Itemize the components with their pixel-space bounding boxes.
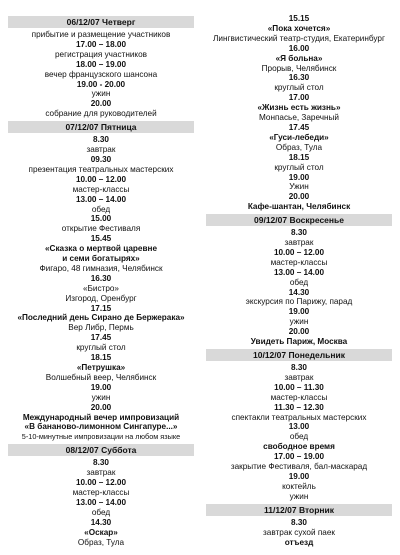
schedule-line: мастер-классы: [72, 184, 130, 194]
schedule-line: круглый стол: [76, 343, 126, 353]
schedule-line: 14.30: [288, 287, 310, 297]
schedule-line: 20.00: [288, 192, 310, 202]
schedule-line: «Сказка о мертвой царевне: [44, 244, 157, 254]
schedule-line: 09.30: [90, 154, 112, 164]
schedule-line: Увидеть Париж, Москва: [250, 337, 348, 347]
schedule-line: 19.00 - 20.00: [76, 79, 126, 89]
schedule-line: 19.00: [90, 382, 112, 392]
schedule-line: 19.00: [288, 471, 310, 481]
schedule-line: 16.30: [288, 73, 310, 83]
schedule-line: Вер Либр, Пермь: [68, 323, 134, 333]
schedule-line: «Жизнь есть жизнь»: [257, 103, 341, 113]
schedule-line: 13.00: [288, 422, 310, 432]
schedule-line: 8.30: [93, 458, 109, 468]
day-header: 10/12/07 Понедельник: [206, 349, 392, 361]
schedule-line: завтрак: [86, 468, 116, 478]
schedule-line: 14.30: [90, 517, 112, 527]
schedule-line: свободное время: [263, 442, 335, 452]
schedule-line: Лингвистический театр-студия, Екатеринбург: [213, 33, 385, 43]
schedule-line: Монпасье, Заречный: [258, 113, 340, 123]
schedule-line: регистрация участников: [54, 49, 148, 59]
schedule-line: 13.00 – 14.00: [75, 194, 127, 204]
schedule-line: круглый стол: [274, 83, 324, 93]
schedule-line: Изгород, Оренбург: [65, 293, 137, 303]
schedule-line: 18.00 – 19.00: [75, 59, 127, 69]
schedule-line: Кафе-шантан, Челябинск: [247, 202, 351, 212]
schedule-line: «Последний день Сирано де Бержерака»: [17, 313, 185, 323]
schedule-line: завтрак: [284, 238, 314, 248]
schedule-line: прибытие и размещение участников: [31, 30, 171, 39]
schedule-line: «Оскар»: [84, 527, 118, 537]
schedule-line: обед: [289, 432, 309, 442]
schedule-line: круглый стол: [274, 162, 324, 172]
schedule-line: спектакли театральных мастерских: [231, 412, 367, 422]
schedule-line: «В бананово-лимонном Сингапуре...»: [24, 422, 178, 432]
schedule-line: мастер-классы: [72, 487, 130, 497]
schedule-line: Международный вечер импровизаций: [22, 412, 180, 422]
day-header: 11/12/07 Вторник: [206, 504, 392, 516]
schedule-line: 20.00: [90, 99, 112, 109]
schedule-line: завтрак: [284, 372, 314, 382]
schedule-line: обед: [289, 277, 309, 287]
schedule-line: экскурсия по Парижу, парад: [245, 297, 353, 307]
schedule-line: Образ, Тула: [77, 537, 125, 547]
schedule-line: коктейль: [282, 481, 316, 491]
schedule-line: 20.00: [288, 327, 310, 337]
schedule-line: 5-10-минутные импровизации на любом языке: [21, 432, 181, 442]
schedule-line: 13.00 – 14.00: [273, 267, 325, 277]
schedule-line: 17.00 – 19.00: [273, 452, 325, 462]
day-header: 06/12/07 Четверг: [8, 16, 194, 28]
schedule-line: 15.15: [288, 14, 310, 23]
schedule-line: 8.30: [291, 228, 307, 238]
schedule-line: Волшебный веер, Челябинск: [45, 372, 157, 382]
schedule-line: ужин: [289, 317, 309, 327]
schedule-column-right: [206, 14, 392, 547]
schedule-line: 8.30: [291, 363, 307, 372]
schedule-line: 8.30: [93, 135, 109, 145]
schedule-line: мастер-классы: [270, 392, 328, 402]
schedule-line: и семи богатырях»: [62, 254, 140, 264]
schedule-line: 16.30: [90, 273, 112, 283]
schedule-line: завтрак: [86, 145, 116, 155]
schedule-line: обед: [91, 507, 111, 517]
schedule-line: собрание для руководителей: [45, 109, 157, 119]
schedule-line: 13.00 – 14.00: [75, 497, 127, 507]
schedule-line: 18.15: [288, 152, 310, 162]
schedule-line: 17.45: [90, 333, 112, 343]
schedule-line: 10.00 – 12.00: [273, 247, 325, 257]
schedule-line: 17.45: [288, 122, 310, 132]
schedule-line: «Я больна»: [275, 53, 323, 63]
schedule-line: 15.45: [90, 234, 112, 244]
schedule-line: презентация театральных мастерских: [28, 164, 174, 174]
schedule-line: 15.00: [90, 214, 112, 224]
schedule-line: Образ, Тула: [275, 142, 323, 152]
day-header: 09/12/07 Воскресенье: [206, 214, 392, 226]
schedule-line: 20.00: [90, 402, 112, 412]
schedule-line: закрытие Фестиваля, бал-маскарад: [230, 462, 368, 472]
schedule-line: 10.00 – 12.00: [75, 174, 127, 184]
schedule-line: 19.00: [288, 307, 310, 317]
schedule-line: «Пока хочется»: [267, 23, 331, 33]
schedule-line: ужин: [289, 491, 309, 501]
schedule-line: 8.30: [291, 517, 307, 527]
schedule-line: 17.00 – 18.00: [75, 39, 127, 49]
schedule-line: 17.15: [90, 303, 112, 313]
schedule-line: «Бистро»: [82, 283, 119, 293]
schedule-line: 10.00 – 12.00: [75, 478, 127, 488]
schedule-line: вечер французского шансона: [44, 69, 158, 79]
schedule-line: 16.00: [288, 43, 310, 53]
schedule-line: ужин: [91, 89, 111, 99]
day-header: 07/12/07 Пятница: [8, 121, 194, 133]
schedule-line: Прорыв, Челябинск: [261, 63, 337, 73]
schedule-line: обед: [91, 204, 111, 214]
schedule-line: 11.30 – 12.30: [274, 402, 324, 412]
schedule-line: 18.15: [90, 353, 112, 363]
schedule-line: «Гуси-лебеди»: [269, 132, 329, 142]
schedule-line: Ужин: [289, 182, 309, 192]
schedule-line: завтрак сухой паек: [263, 527, 335, 537]
schedule-line: отъезд: [284, 537, 314, 547]
schedule-line: Фигаро, 48 гимназия, Челябинск: [39, 263, 163, 273]
schedule-line: ужин: [91, 392, 111, 402]
schedule-column-left: [8, 14, 194, 547]
schedule-line: 19.00: [288, 172, 310, 182]
schedule-line: 17.00: [288, 93, 310, 103]
day-header: 08/12/07 Суббота: [8, 444, 194, 456]
schedule-line: 10.00 – 11.30: [274, 382, 324, 392]
schedule-line: «Петрушка»: [76, 363, 126, 372]
schedule-line: открытие Фестиваля: [61, 224, 141, 234]
schedule-line: мастер-классы: [270, 257, 328, 267]
